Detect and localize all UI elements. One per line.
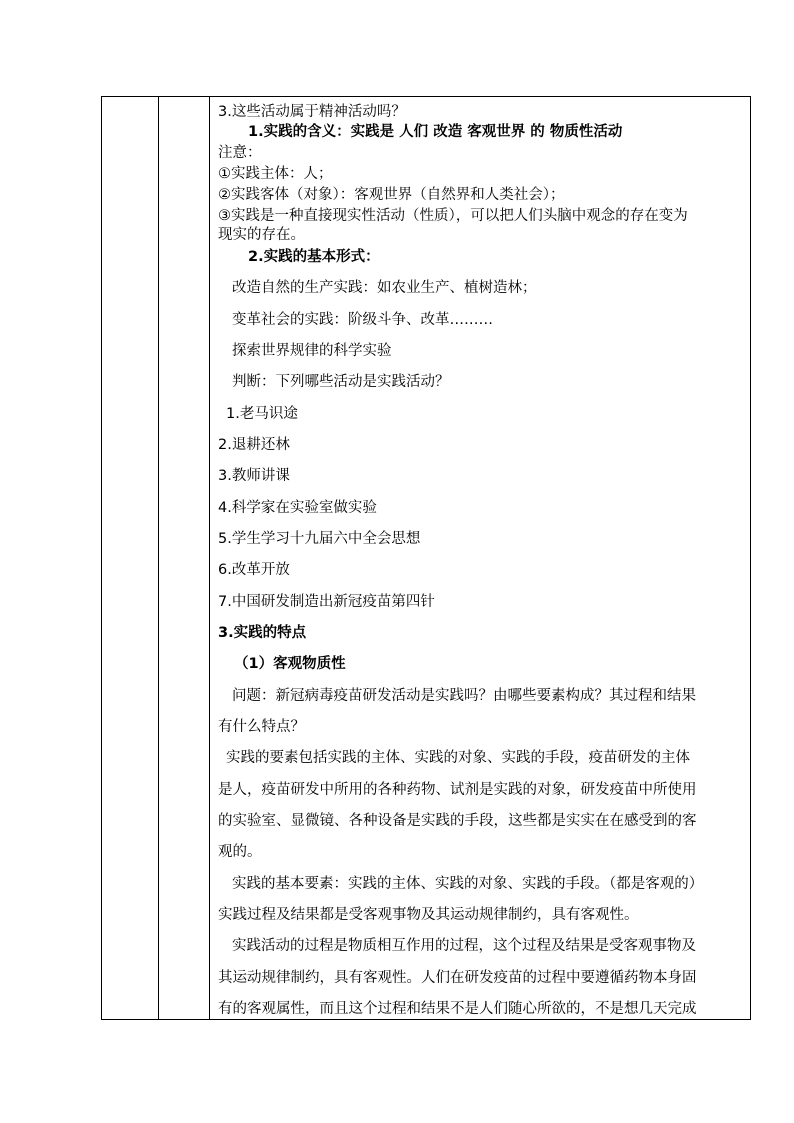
text-line: 注意：	[218, 145, 262, 161]
text-line: 变革社会的实践：阶级斗争、改革………	[232, 312, 493, 328]
text-line: 实践的基本要素：实践的主体、实践的对象、实践的手段。（都是客观的）	[232, 876, 704, 892]
text-line: 其运动规律制约，具有客观性。人们在研发疫苗的过程中要遵循药物本身固	[218, 970, 697, 986]
list-item: 4.科学家在实验室做实验	[218, 500, 377, 516]
column-divider-1	[158, 97, 159, 1019]
text-line: 有的客观属性，而且这个过程和结果不是人们随心所欲的，不是想几天完成	[218, 1001, 697, 1017]
heading-practice-meaning: 1.实践的含义：实践是 人们 改造 客观世界 的 物质性活动	[248, 124, 623, 140]
text-line: 探索世界规律的科学实验	[232, 343, 392, 359]
list-item: 6.改革开放	[218, 562, 290, 578]
list-item: 1.老马识途	[226, 406, 298, 422]
text-line: 3.这些活动属于精神活动吗？	[218, 104, 406, 120]
text-line: 现实的存在。	[218, 227, 305, 243]
text-line: 有什么特点？	[218, 719, 305, 735]
text-line: 观的。	[218, 844, 262, 860]
text-line: 是人，疫苗研发中所用的各种药物、试剂是实践的对象，研发疫苗中所使用	[218, 782, 697, 798]
column-divider-2	[209, 97, 210, 1019]
text-line: 实践过程及结果都是受客观事物及其运动规律制约，具有客观性。	[218, 907, 639, 923]
heading-basic-forms: 2.实践的基本形式：	[248, 249, 380, 265]
text-line: 实践活动的过程是物质相互作用的过程，这个过程及结果是受客观事物及	[232, 938, 696, 954]
subheading-objective-material: （1）客观物质性	[234, 656, 346, 672]
text-line: 判断：下列哪些活动是实践活动？	[232, 374, 450, 390]
list-item: 7.中国研发制造出新冠疫苗第四针	[218, 594, 435, 610]
text-line: 改造自然的生产实践：如农业生产、植树造林；	[232, 280, 537, 296]
list-item: 5.学生学习十九届六中全会思想	[218, 531, 421, 547]
text-line: 问题：新冠病毒疫苗研发活动是实践吗？由哪些要素构成？其过程和结果	[232, 688, 696, 704]
list-item: 2.退耕还林	[218, 437, 290, 453]
list-item: 3.教师讲课	[218, 468, 290, 484]
heading-practice-features: 3.实践的特点	[218, 625, 307, 641]
text-line: ②实践客体（对象）：客观世界（自然界和人类社会）；	[218, 187, 565, 203]
text-line: 的实验室、显微镜、各种设备是实践的手段，这些都是实实在在感受到的客	[218, 813, 697, 829]
text-line: ①实践主体：人；	[218, 166, 333, 182]
text-line: 实践的要素包括实践的主体、实践的对象、实践的手段，疫苗研发的主体	[226, 750, 690, 766]
text-line: ③实践是一种直接现实性活动（性质），可以把人们头脑中观念的存在变为	[218, 208, 688, 224]
lesson-table	[101, 96, 751, 1020]
